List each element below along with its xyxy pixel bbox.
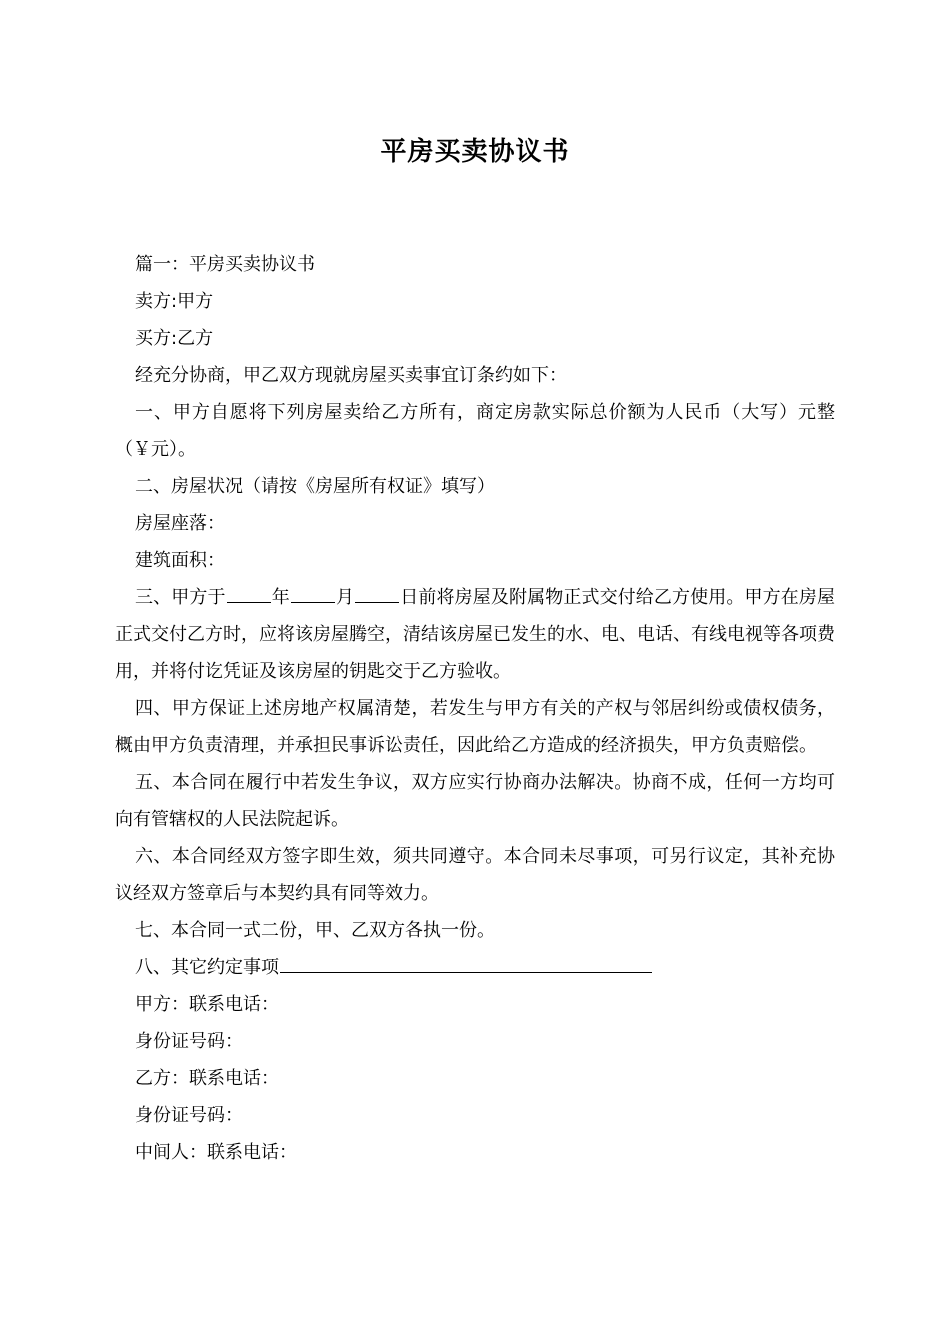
clause-1: 一、甲方自愿将下列房屋卖给乙方所有，商定房款实际总价额为人民币（大写）元整（￥元）。	[115, 402, 835, 460]
clause-8-label: 八、其它约定事项	[135, 957, 279, 978]
month-blank	[291, 584, 335, 603]
year-blank	[227, 584, 271, 603]
clause-6: 六、本合同经双方签字即生效，须共同遵守。本合同未尽事项，可另行议定，其补充协议经双方签章后与本契约具有同等效力。	[115, 846, 835, 904]
party-b-phone: 乙方：联系电话：	[135, 1068, 279, 1089]
intermediary-phone: 中间人：联系电话：	[135, 1142, 297, 1163]
clause-2: 二、房屋状况（请按《房屋所有权证》填写）	[135, 476, 495, 497]
other-terms-blank	[280, 954, 652, 973]
document-body	[115, 246, 835, 1171]
day-blank	[355, 584, 399, 603]
party-a-id: 身份证号码：	[135, 1031, 243, 1052]
clause-3-part3: 月	[335, 587, 355, 608]
clause-3-part4: 日前将房屋及附属物正式交付给乙方使用。甲方在房屋正式交付乙方时，应将该房屋腾空，清结该房屋已发生的水、电、电话、有线电视等各项费用，并将付讫凭证及该房屋的钥匙交于乙方验收。	[115, 587, 836, 682]
buyer-line: 买方:乙方	[135, 328, 214, 349]
party-a-phone: 甲方：联系电话：	[135, 994, 279, 1015]
document-title: 平房买卖协议书	[380, 137, 570, 167]
building-area: 建筑面积：	[135, 550, 225, 571]
clause-3	[115, 579, 835, 690]
clause-3-part1: 三、甲方于	[135, 587, 226, 608]
party-b-id: 身份证号码：	[135, 1105, 243, 1126]
section-heading: 篇一：平房买卖协议书	[135, 254, 315, 275]
seller-line: 卖方:甲方	[135, 291, 214, 312]
clause-8	[115, 949, 835, 986]
property-location: 房屋座落：	[135, 513, 225, 534]
clause-5: 五、本合同在履行中若发生争议，双方应实行协商办法解决。协商不成，任何一方均可向有管辖权的人民法院起诉。	[115, 772, 835, 830]
clause-7: 七、本合同一式二份，甲、乙双方各执一份。	[135, 920, 495, 941]
preamble: 经充分协商，甲乙双方现就房屋买卖事宜订条约如下：	[135, 365, 567, 386]
clause-3-part2: 年	[271, 587, 290, 608]
clause-4: 四、甲方保证上述房地产权属清楚，若发生与甲方有关的产权与邻居纠纷或债权债务，概由甲方负责清理，并承担民事诉讼责任，因此给乙方造成的经济损失，甲方负责赔偿。	[115, 698, 835, 756]
